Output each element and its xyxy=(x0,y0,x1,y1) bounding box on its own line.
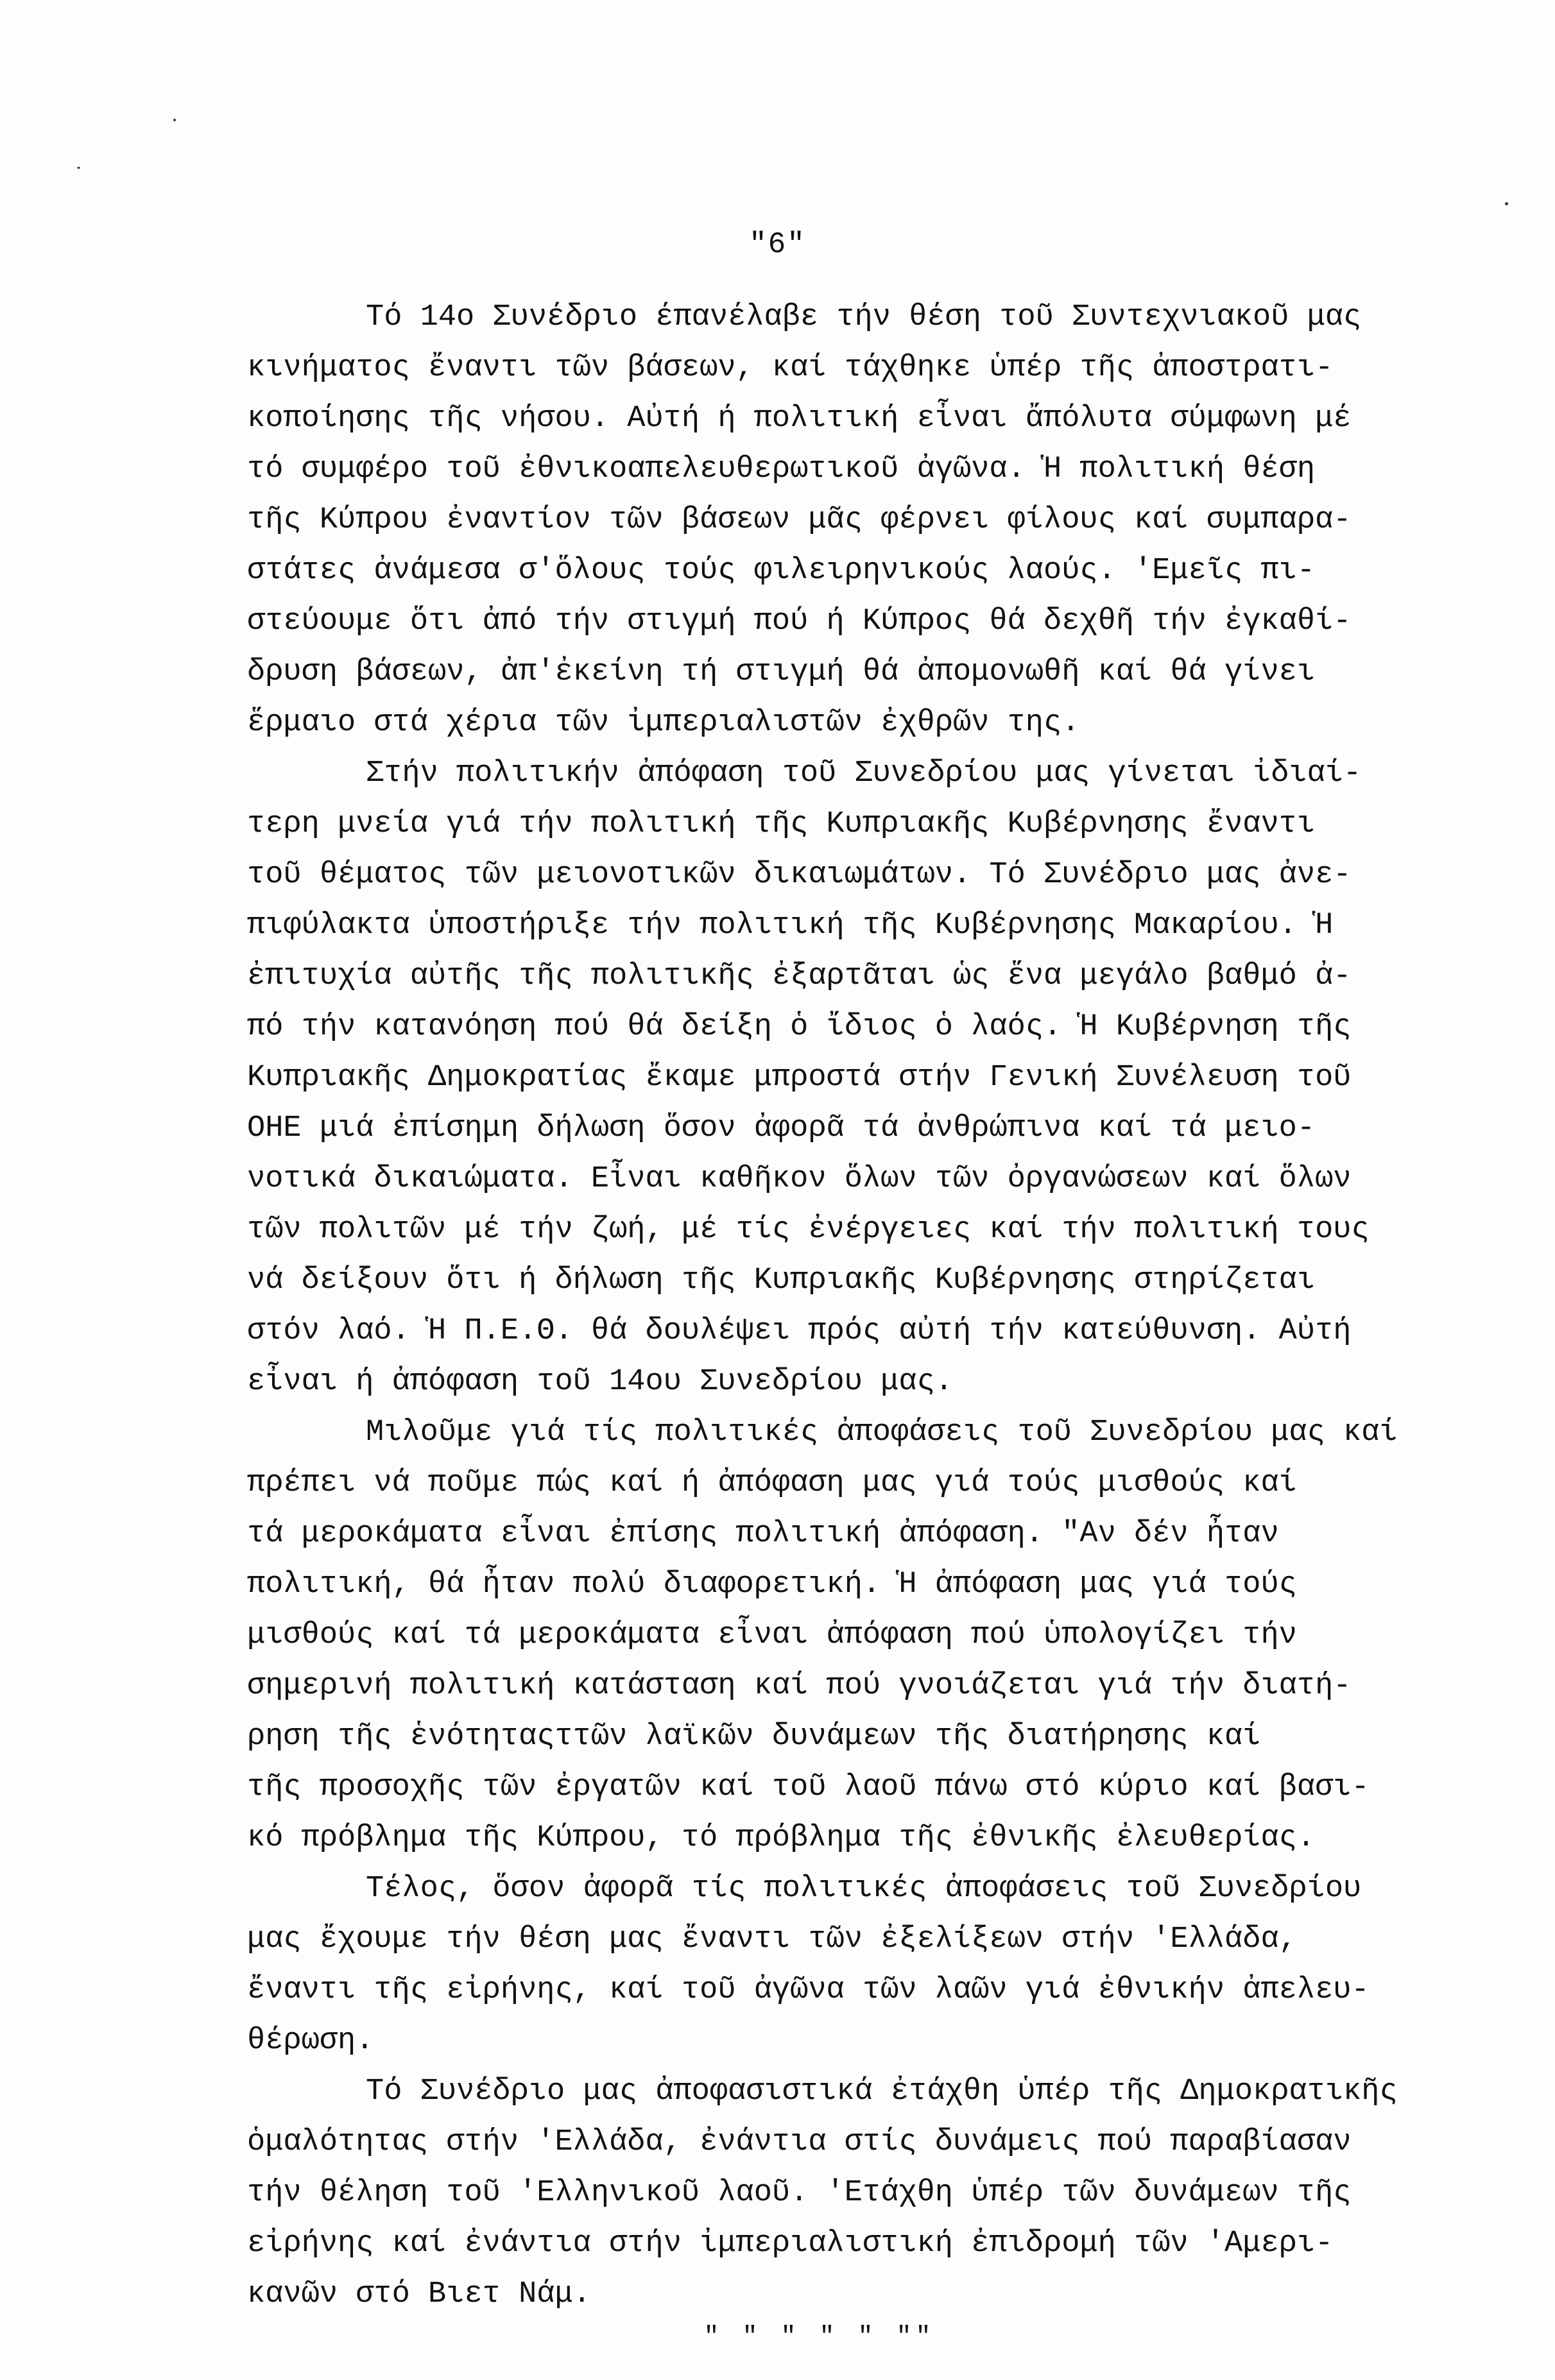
text-line: τήν θέληση τοῦ 'Ελληνικοῦ λαοῦ. 'Ετάχθη ὑπέρ τῶν δυνάμεων τῆς xyxy=(247,2176,1352,2210)
text-line: Τέλος, ὅσον ἀφορᾶ τίς πολιτικές ἀποφάσεις τοῦ Συνεδρίου xyxy=(366,1872,1362,1906)
text-line: Στήν πολιτικήν ἀπόφαση τοῦ Συνεδρίου μας γίνεται ἰδιαί- xyxy=(366,757,1362,791)
text-line: πρέπει νά ποῦμε πώς καί ή ἀπόφαση μας γιά τούς μισθούς καί xyxy=(247,1466,1297,1500)
text-line: πό τήν κατανόηση πού θά δείξη ὁ ἴδιος ὁ λαός. Ἡ Κυβέρνηση τῆς xyxy=(247,1010,1352,1044)
text-line: Τό 14ο Συνέδριο έπανέλαβε τήν θέση τοῦ Συντεχνιακοῦ μας xyxy=(366,300,1362,334)
text-line: ΟΗΕ μιά ἐπίσημη δήλωση ὅσον ἀφορᾶ τά ἀνθρώπινα καί τά μειο- xyxy=(247,1111,1316,1145)
text-line: θέρωση. xyxy=(247,2024,374,2058)
scan-speck xyxy=(1505,202,1508,205)
text-line: ὁμαλότητας στήν 'Ελλάδα, ἐνάντια στίς δυνάμεις πού παραβίασαν xyxy=(247,2125,1352,2159)
text-line: μισθούς καί τά μεροκάματα εἶναι ἀπόφαση πού ὑπολογίζει τήν xyxy=(247,1618,1297,1652)
text-line: τῆς προσοχῆς τῶν ἐργατῶν καί τοῦ λαοῦ πάνω στό κύριο καί βασι- xyxy=(247,1770,1370,1804)
text-line: τό συμφέρο τοῦ ἐθνικοαπελευθερωτικοῦ ἀγῶνα. Ἡ πολιτική θέση xyxy=(247,452,1316,486)
page-number: "6" xyxy=(749,228,806,261)
text-line: τοῦ θέματος τῶν μειονοτικῶν δικαιωμάτων. Τό Συνέδριο μας ἀνε- xyxy=(247,858,1352,892)
text-line: στεύουμε ὅτι ἀπό τήν στιγμή πού ή Κύπρος θά δεχθῆ τήν ἐγκαθί- xyxy=(247,604,1352,638)
text-line: τερη μνεία γιά τήν πολιτική τῆς Κυπριακῆς Κυβέρνησης ἔναντι xyxy=(247,807,1316,841)
text-line: τά μεροκάματα εἶναι ἐπίσης πολιτική ἀπόφαση. "Αν δέν ἦταν xyxy=(247,1517,1279,1551)
text-line: δρυση βάσεων, ἀπ'ἐκείνη τή στιγμή θά ἀπομονωθῆ καί θά γίνει xyxy=(247,655,1316,689)
text-line: κανῶν στό Βιετ Νάμ. xyxy=(247,2277,591,2311)
text-line: κινήματος ἔναντι τῶν βάσεων, καί τάχθηκε ὑπέρ τῆς ἀποστρατι- xyxy=(247,351,1334,385)
text-line: ἕρμαιο στά χέρια τῶν ἰμπεριαλιστῶν ἐχθρῶν της. xyxy=(247,706,1080,740)
text-line: τῆς Κύπρου ἐναντίον τῶν βάσεων μᾶς φέρνει φίλους καί συμπαρα- xyxy=(247,503,1352,537)
text-line: ἔναντι τῆς εἰρήνης, καί τοῦ ἀγῶνα τῶν λαῶν γιά ἐθνικήν ἀπελευ- xyxy=(247,1973,1370,2007)
text-line: νά δείξουν ὅτι ή δήλωση τῆς Κυπριακῆς Κυβέρνησης στηρίζεται xyxy=(247,1263,1316,1297)
text-line: κό πρόβλημα τῆς Κύπρου, τό πρόβλημα τῆς ἐθνικῆς ἐλευθερίας. xyxy=(247,1821,1316,1855)
text-line: Μιλοῦμε γιά τίς πολιτικές ἀποφάσεις τοῦ Συνεδρίου μας καί xyxy=(366,1416,1398,1450)
text-line: πολιτική, θά ἦταν πολύ διαφορετική. Ἡ ἀπόφαση μας γιά τούς xyxy=(247,1568,1297,1602)
text-line: μας ἔχουμε τήν θέση μας ἔναντι τῶν ἐξελίξεων στήν 'Ελλάδα, xyxy=(247,1922,1297,1956)
text-line: κοποίησης τῆς νήσου. Αὐτή ή πολιτική εἶναι ἄπόλυτα σύμφωνη μέ xyxy=(247,402,1352,436)
text-line: ρηση τῆς ἑνότηταςττῶν λαϊκῶν δυνάμεων τῆς διατήρησης καί xyxy=(247,1720,1261,1754)
text-line: ἐπιτυχία αὐτῆς τῆς πολιτικῆς ἐξαρτᾶται ὡς ἕνα μεγάλο βαθμό ἀ- xyxy=(247,959,1352,993)
text-line: Κυπριακῆς Δημοκρατίας ἔκαμε μπροστά στήν Γενική Συνέλευση τοῦ xyxy=(247,1061,1352,1095)
text-line: στόν λαό. Ἡ Π.Ε.Θ. θά δουλέψει πρός αὐτή τήν κατεύθυνση. Αὐτή xyxy=(247,1314,1352,1348)
text-line: σημερινή πολιτική κατάσταση καί πού γνοιάζεται γιά τήν διατή- xyxy=(247,1669,1352,1703)
text-line: στάτες ἀνάμεσα σ'ὅλους τούς φιλειρηνικούς λαούς. 'Εμεῖς πι- xyxy=(247,554,1316,588)
text-line: τῶν πολιτῶν μέ τήν ζωή, μέ τίς ἐνέργειες καί τήν πολιτική τους xyxy=(247,1213,1370,1247)
scan-speck xyxy=(173,119,176,121)
body-text xyxy=(247,292,1505,2320)
text-line: εἶναι ή ἀπόφαση τοῦ 14ου Συνεδρίου μας. xyxy=(247,1365,953,1399)
end-marks: " " " " " "" xyxy=(703,2323,935,2352)
text-line: πιφύλακτα ὑποστήριξε τήν πολιτική τῆς Κυβέρνησης Μακαρίου. Ἡ xyxy=(247,909,1334,943)
text-line: νοτικά δικαιώματα. Εἶναι καθῆκον ὅλων τῶν ὀργανώσεων καί ὅλων xyxy=(247,1162,1352,1196)
scan-speck xyxy=(77,167,80,169)
text-line: Τό Συνέδριο μας ἀποφασιστικά ἐτάχθη ὑπέρ τῆς Δημοκρατικῆς xyxy=(366,2075,1398,2109)
text-line: εἰρήνης καί ἐνάντια στήν ἰμπεριαλιστική ἐπιδρομή τῶν 'Αμερι- xyxy=(247,2227,1334,2261)
